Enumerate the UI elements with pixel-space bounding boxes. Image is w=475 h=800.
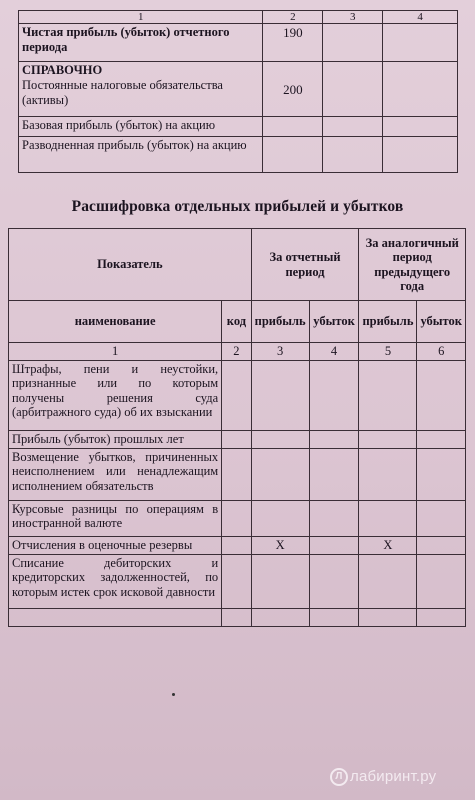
empty-cell [323, 24, 383, 62]
row-c5 [359, 448, 417, 500]
row-code [222, 500, 251, 536]
row-c4 [309, 430, 359, 448]
row-code [222, 360, 251, 430]
table-row [9, 536, 466, 554]
row-c4 [309, 500, 359, 536]
col-number: 2 [222, 343, 251, 361]
main-table [8, 228, 466, 627]
row-value: 200 [263, 62, 323, 117]
row-c3 [251, 500, 309, 536]
row-label [9, 608, 222, 626]
row-value: 190 [263, 24, 323, 62]
row-c3 [251, 608, 309, 626]
top-col-header: 4 [383, 11, 458, 24]
current-period-header: За отчетный период [251, 229, 359, 301]
row-label: Прибыль (убыток) прошлых лет [9, 430, 222, 448]
row-label: Постоянные налоговые обязательства (активы) [22, 78, 223, 107]
empty-cell [383, 117, 458, 137]
table-row [19, 24, 458, 62]
row-c6 [417, 430, 466, 448]
row-c3 [251, 554, 309, 608]
table-row [9, 554, 466, 608]
empty-cell [383, 24, 458, 62]
row-c4 [309, 536, 359, 554]
col-number: 5 [359, 343, 417, 361]
empty-cell [383, 137, 458, 173]
table-row [19, 117, 458, 137]
row-c3 [251, 448, 309, 500]
watermark-text: лабиринт.ру [350, 768, 437, 785]
profit-cur-header: прибыль [251, 301, 309, 343]
row-label-cell [19, 62, 263, 117]
row-label: Курсовые разницы по операциям в иностранной валюте [9, 500, 222, 536]
row-c5 [359, 554, 417, 608]
row-c6 [417, 608, 466, 626]
watermark [330, 768, 436, 786]
row-c6 [417, 536, 466, 554]
row-c5 [359, 430, 417, 448]
table-row [19, 137, 458, 173]
row-c5: X [359, 536, 417, 554]
header-row-top [9, 229, 466, 301]
row-c5 [359, 608, 417, 626]
row-c6 [417, 448, 466, 500]
row-code [222, 448, 251, 500]
column-numbers-row [9, 343, 466, 361]
stray-dot [172, 693, 175, 696]
row-code [222, 608, 251, 626]
row-c5 [359, 500, 417, 536]
reference-heading: СПРАВОЧНО [22, 63, 103, 77]
empty-cell [323, 62, 383, 117]
code-header: код [222, 301, 251, 343]
profit-prev-header: прибыль [359, 301, 417, 343]
name-header: наименование [9, 301, 222, 343]
table-row [9, 360, 466, 430]
empty-cell [383, 62, 458, 117]
row-label: Разводненная прибыль (убыток) на акцию [19, 137, 263, 173]
row-code [222, 430, 251, 448]
labirint-logo-icon: Л [330, 768, 348, 786]
col-number: 3 [251, 343, 309, 361]
section-title: Расшифровка отдельных прибылей и убытков [71, 198, 404, 215]
empty-cell [323, 117, 383, 137]
row-c4 [309, 360, 359, 430]
header-row-sub [9, 301, 466, 343]
row-c3: X [251, 536, 309, 554]
row-value [263, 137, 323, 173]
row-code [222, 554, 251, 608]
top-col-header: 3 [323, 11, 383, 24]
row-label: Штрафы, пени и неустойки, признанные или по которым получены решения суда (арбитражного суда) об их взыскании [9, 360, 222, 430]
row-label: Возмещение убытков, причиненных неисполнением или ненадлежащим исполнением обязательств [9, 448, 222, 500]
indicator-header: Показатель [9, 229, 252, 301]
loss-cur-header: убыток [309, 301, 359, 343]
row-code [222, 536, 251, 554]
col-number: 6 [417, 343, 466, 361]
table-row [19, 62, 458, 117]
col-number: 4 [309, 343, 359, 361]
table-row [9, 448, 466, 500]
top-table [18, 10, 458, 173]
row-label: Базовая прибыль (убыток) на акцию [19, 117, 263, 137]
row-c6 [417, 360, 466, 430]
row-c5 [359, 360, 417, 430]
row-c4 [309, 554, 359, 608]
row-c6 [417, 554, 466, 608]
row-c6 [417, 500, 466, 536]
loss-prev-header: убыток [417, 301, 466, 343]
row-label: Списание дебиторских и кредиторских задолженностей, по которым истек срок исковой давности [9, 554, 222, 608]
row-value [263, 117, 323, 137]
top-table-header-row [19, 11, 458, 24]
table-row [9, 608, 466, 626]
col-number: 1 [9, 343, 222, 361]
table-row [9, 430, 466, 448]
row-label: Отчисления в оценочные резервы [9, 536, 222, 554]
top-col-header: 1 [19, 11, 263, 24]
row-c4 [309, 608, 359, 626]
table-row [9, 500, 466, 536]
row-c4 [309, 448, 359, 500]
prev-period-header: За аналогичный период предыдущего года [359, 229, 466, 301]
top-col-header: 2 [263, 11, 323, 24]
row-c3 [251, 430, 309, 448]
row-c3 [251, 360, 309, 430]
row-label: Чистая прибыль (убыток) отчетного периода [19, 24, 263, 62]
empty-cell [323, 137, 383, 173]
